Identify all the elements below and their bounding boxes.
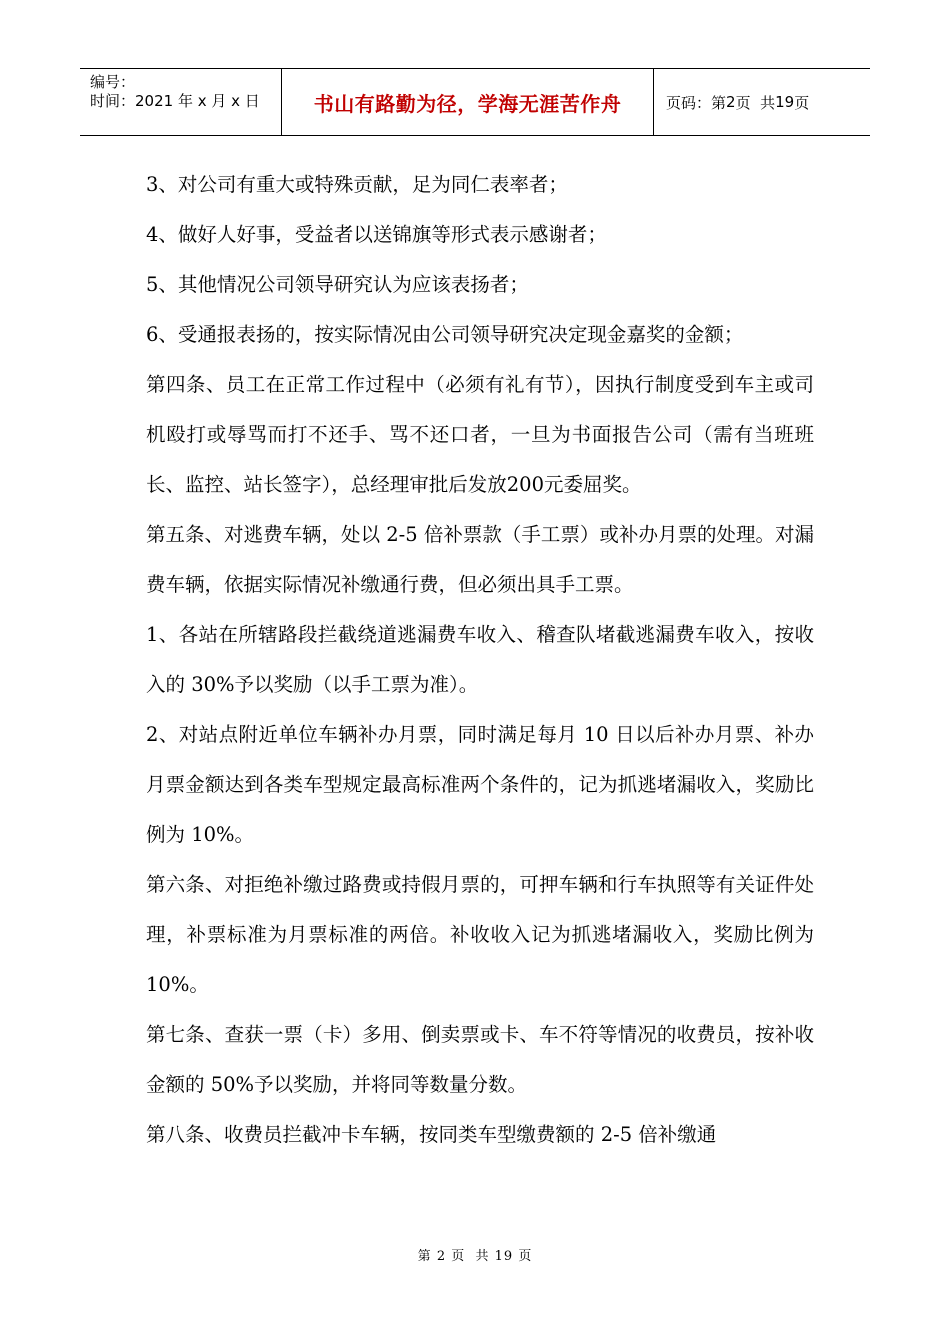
page-footer [0, 1245, 950, 1264]
paragraph-item-6: 6、受通报表扬的，按实际情况由公司领导研究决定现金嘉奖的金额； [146, 323, 744, 346]
footer-page-current: 2 [436, 1249, 447, 1264]
footer-suffix: 页 [518, 1249, 533, 1264]
header-motto-cell [282, 69, 654, 135]
document-number-label: 编号： [90, 73, 136, 91]
header-page-total: 19 [775, 93, 795, 111]
paragraph-article-8: 第八条、收费员拦截冲卡车辆，按同类车型缴费额的 2-5 倍补缴通 [146, 1123, 717, 1146]
paragraph-article-4: 第四条、员工在正常工作过程中（必须有礼有节），因执行制度受到车主或司机殴打或辱骂而打不还手、骂不还口者，一旦为书面报告公司（需有当班班长、监控、站长签字），总经理审批后发放200元委屈奖。 [146, 373, 814, 496]
header-motto: 书山有路勤为径，学海无涯苦作舟 [313, 91, 622, 116]
paragraph-article-5-item-2: 2、对站点附近单位车辆补办月票，同时满足每月 10 日以后补办月票、补办月票金额达到各类车型规定最高标准两个条件的，记为抓逃堵漏收入，奖励比例为 10%。 [146, 723, 814, 846]
paragraph-item-4: 4、做好人好事，受益者以送锦旗等形式表示感谢者； [146, 223, 607, 246]
document-body [146, 160, 814, 1160]
document-header [80, 68, 870, 136]
footer-prefix: 第 [417, 1249, 432, 1264]
paragraph-article-6: 第六条、对拒绝补缴过路费或持假月票的，可押车辆和行车执照等有关证件处理，补票标准为月票标准的两倍。补收收入记为抓逃堵漏收入，奖励比例为 10%。 [146, 873, 814, 996]
document-time-label: 时间：2021 年 x 月 x 日 [90, 92, 260, 110]
header-page-suffix: 页 [794, 93, 810, 112]
paragraph-article-7: 第七条、查获一票（卡）多用、倒卖票或卡、车不符等情况的收费员，按补收金额的 50%予以奖励，并将同等数量分数。 [146, 1023, 814, 1096]
header-page-prefix: 页码：第 [666, 93, 727, 112]
paragraph-item-5: 5、其他情况公司领导研究认为应该表扬者； [146, 273, 529, 296]
footer-mid: 页 共 [451, 1249, 490, 1264]
paragraph-article-5-item-1: 1、各站在所辖路段拦截绕道逃漏费车收入、稽查队堵截逃漏费车收入，按收入的 30%予以奖励（以手工票为准）。 [146, 623, 814, 696]
footer-page-total: 19 [494, 1249, 514, 1264]
paragraph-item-3: 3、对公司有重大或特殊贡献，足为同仁表率者； [146, 173, 568, 196]
header-page-mid: 页 共 [735, 93, 776, 112]
paragraph-article-5: 第五条、对逃费车辆，处以 2-5 倍补票款（手工票）或补办月票的处理。对漏费车辆，依据实际情况补缴通行费，但必须出具手工票。 [146, 523, 814, 596]
header-meta-cell [80, 69, 282, 135]
header-page-cell [654, 69, 870, 135]
header-page-current: 2 [726, 93, 736, 111]
